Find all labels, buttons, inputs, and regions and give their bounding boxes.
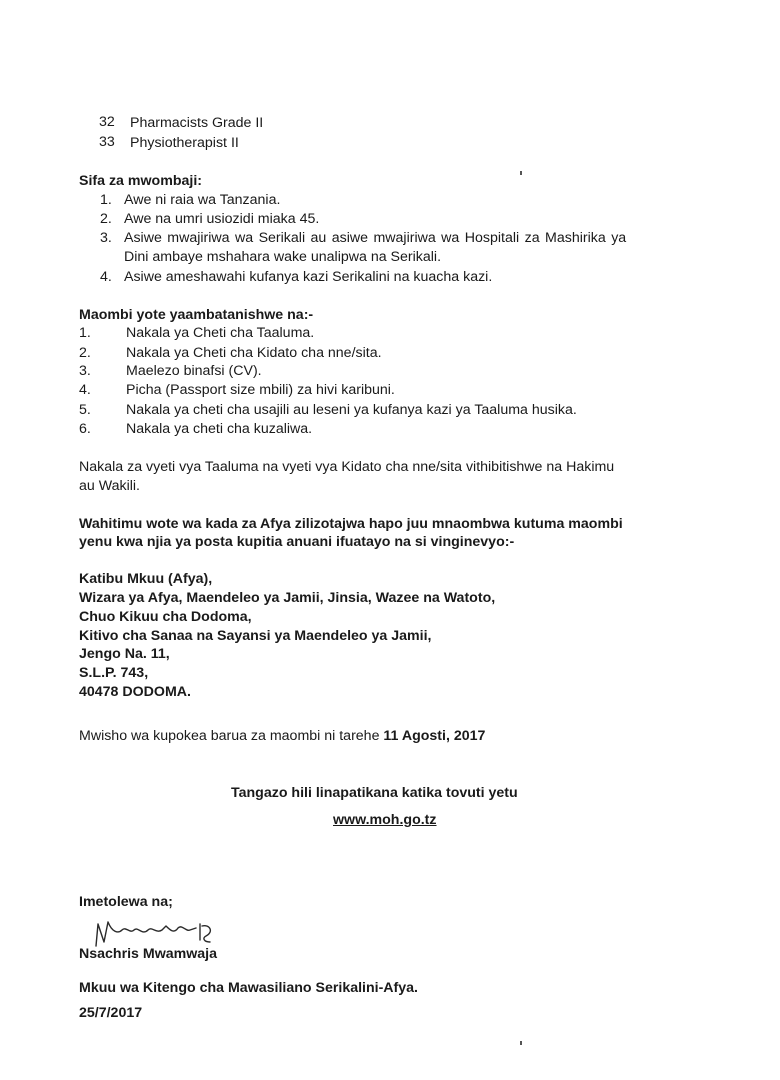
issue-date: 25/7/2017 [79,1005,143,1021]
scan-speck [520,1041,522,1045]
list-item: Awe ni raia wa Tanzania. [124,192,281,208]
instruction-text: Wahitimu wote wa kada za Afya zilizotajwa hapo juu mnaombwa kutuma maombi [79,516,623,532]
list-number: 5. [79,402,91,418]
address-line: Jengo Na. 11, [79,646,170,662]
deadline-text: Mwisho wa kupokea barua za maombi ni tarehe [79,728,384,744]
grade-title: Pharmacists Grade II [130,115,264,131]
list-number: 3. [100,230,112,246]
address-line: S.L.P. 743, [79,665,149,681]
attachments-heading: Maombi yote yaambatanishwe na:- [79,307,314,323]
list-item: Maelezo binafsi (CV). [126,363,262,379]
list-number: 2. [100,211,112,227]
list-item-continuation: Dini ambaye mshahara wake unalipwa na Serikali. [124,249,442,265]
website-notice: Tangazo hili linapatikana katika tovuti yetu [231,785,518,801]
certification-note: Nakala za vyeti vya Taaluma na vyeti vya Kidato cha nne/sita vithibitishwe na Hakimu [79,459,615,475]
list-item: Asiwe mwajiriwa wa Serikali au asiwe mwajiriwa wa Hospitali za Mashirika ya [124,230,627,246]
instruction-text-continuation: yenu kwa njia ya posta kupitia anuani ifuatayo na si vinginevyo:- [79,534,515,550]
list-item: Asiwe ameshawahi kufanya kazi Serikalini na kuacha kazi. [124,269,493,285]
list-item: Picha (Passport size mbili) za hivi karibuni. [126,382,395,398]
grade-title: Physiotherapist II [130,135,239,151]
address-line: Wizara ya Afya, Maendeleo ya Jamii, Jinsia, Wazee na Watoto, [79,590,496,606]
address-line: Kitivo cha Sanaa na Sayansi ya Maendeleo ya Jamii, [79,628,432,644]
list-item: Nakala ya cheti cha kuzaliwa. [126,421,313,437]
list-number: 6. [79,421,91,437]
address-line: 40478 DODOMA. [79,684,191,700]
list-number: 1. [79,325,91,341]
address-line: Katibu Mkuu (Afya), [79,571,213,587]
deadline-date: 11 Agosti, 2017 [383,728,486,744]
list-number: 4. [79,382,91,398]
list-item: Nakala ya Cheti cha Kidato cha nne/sita. [126,345,382,361]
list-number: 4. [100,269,112,285]
scan-speck [520,171,522,175]
certification-note-continuation: au Wakili. [79,478,140,494]
issued-by-label: Imetolewa na; [79,894,173,910]
grade-number: 33 [99,134,115,150]
list-item: Nakala ya cheti cha usajili au leseni ya kufanya kazi ya Taaluma husika. [126,402,577,418]
list-item: Nakala ya Cheti cha Taaluma. [126,325,315,341]
list-item: Awe na umri usiozidi miaka 45. [124,211,320,227]
website-link[interactable]: www.moh.go.tz [333,812,437,828]
signatory-title: Mkuu wa Kitengo cha Mawasiliano Serikalini-Afya. [79,980,419,996]
signatory-name: Nsachris Mwamwaja [79,946,217,962]
list-number: 1. [100,192,112,208]
grade-number: 32 [99,114,115,130]
qualifications-heading: Sifa za mwombaji: [79,173,202,189]
list-number: 2. [79,345,91,361]
deadline-line [79,727,485,745]
list-number: 3. [79,363,91,379]
address-line: Chuo Kikuu cha Dodoma, [79,609,252,625]
